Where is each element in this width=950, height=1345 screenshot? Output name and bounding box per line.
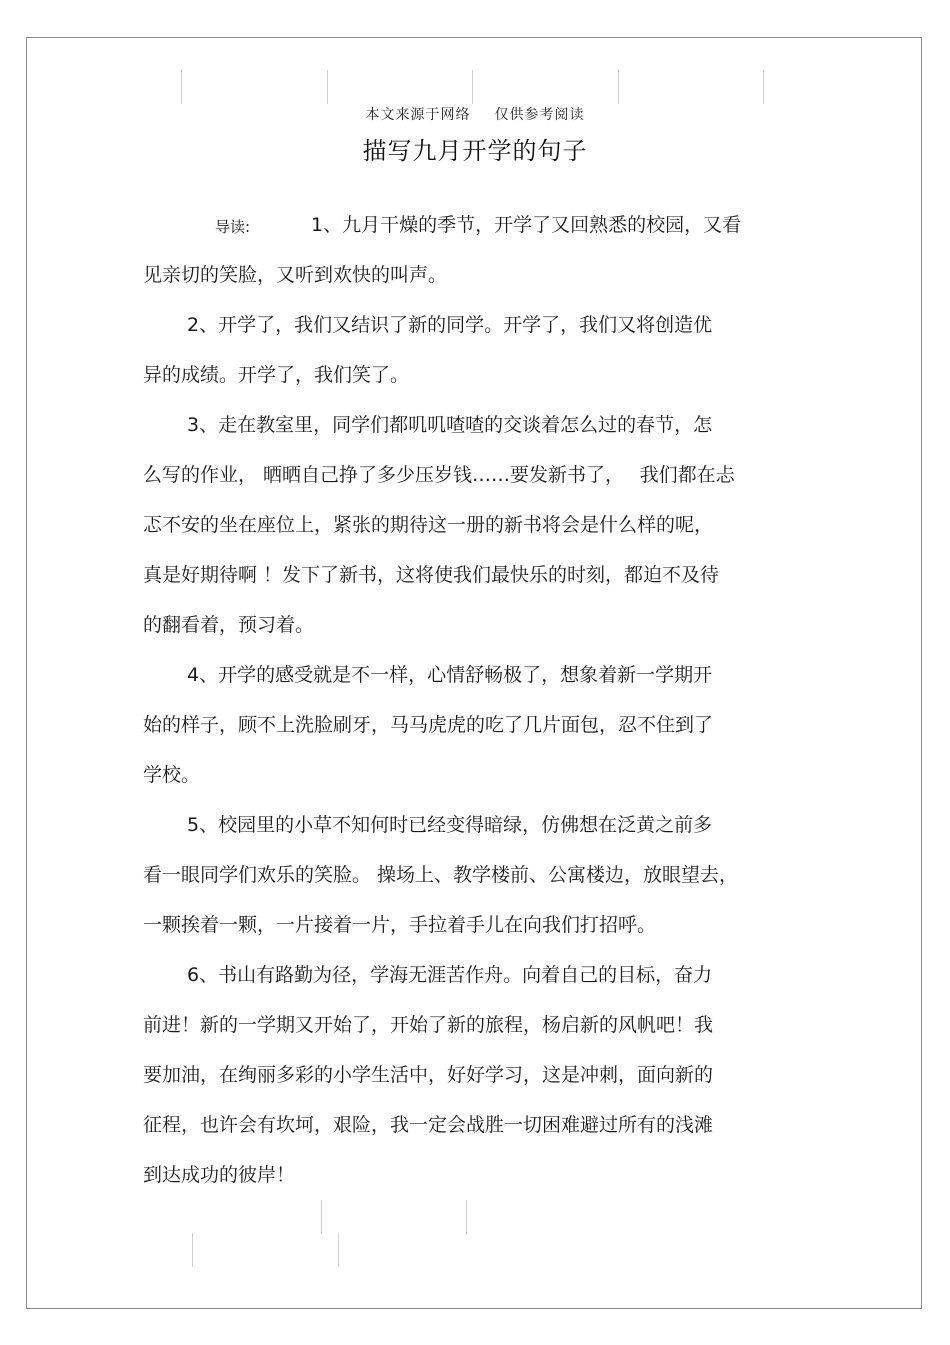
source-note-text: 本文来源于网络 — [365, 107, 471, 123]
paragraph-4-line: 4、开学的感受就是不一样，心情舒畅极了，想象着新一学期开 — [187, 664, 713, 686]
paragraph-3-line: 3、走在教室里，同学们都叽叽喳喳的交谈着怎么过的春节，怎 — [187, 414, 713, 436]
footer-divider — [338, 1233, 339, 1267]
paragraph-5-line: 5、校园里的小草不知何时已经变得暗绿，仿佛想在泛黄之前多 — [187, 814, 713, 836]
paragraph-6-line: 前进！新的一学期又开始了，开始了新的旅程，杨启新的风帆吧！我 — [143, 1014, 714, 1036]
paragraph-3-line: 的翻看着，预习着。 — [143, 614, 315, 636]
intro-label: 导读: — [215, 218, 251, 236]
header-divider — [472, 70, 473, 104]
paragraph-3-line: 么写的作业， 晒晒自己挣了多少压岁钱……要发新书了， 我们都在忐 — [143, 464, 735, 486]
footer-divider — [321, 1200, 322, 1234]
paragraph-6-line: 6、书山有路勤为径，学海无涯苦作舟。向着自己的目标，奋力 — [187, 964, 713, 986]
paragraph-4-line: 始的样子，顾不上洗脸刷牙，马马虎虎的吃了几片面包，忍不住到了 — [143, 714, 714, 736]
header-divider — [181, 70, 182, 104]
paragraph-1-line: 1、九月干燥的季节，开学了又回熟悉的校园，又看 — [311, 214, 742, 236]
paragraph-5-line: 看一眼同学们欢乐的笑脸。 操场上、教学楼前、公寓楼边，放眼望去， — [143, 864, 739, 886]
paragraph-6-line: 征程，也许会有坎坷，艰险，我一定会战胜一切困难避过所有的浅滩 — [143, 1114, 714, 1136]
paragraph-6-line: 要加油，在绚丽多彩的小学生活中，好好学习，这是冲刺，面向新的 — [143, 1064, 714, 1086]
header-divider — [327, 70, 328, 104]
footer-divider — [192, 1233, 193, 1267]
document-title: 描写九月开学的句子 — [362, 137, 588, 165]
paragraph-2-line: 2、开学了，我们又结识了新的同学。开学了，我们又将创造优 — [187, 314, 713, 336]
paragraph-3-line: 真是好期待啊 ！发下了新书，这将使我们最快乐的时刻，都迫不及待 — [143, 564, 720, 586]
header-divider — [763, 70, 764, 104]
reference-note-text: 仅供参考阅读 — [494, 107, 585, 123]
paragraph-5-line: 一颗挨着一颗，一片接着一片，手拉着手儿在向我们打招呼。 — [143, 914, 657, 936]
paragraph-4-line: 学校。 — [143, 764, 201, 786]
header-divider — [618, 70, 619, 104]
paragraph-2-line: 异的成绩。开学了，我们笑了。 — [143, 364, 410, 386]
paragraph-6-line: 到达成功的彼岸！ — [143, 1164, 296, 1186]
footer-divider — [466, 1200, 467, 1234]
paragraph-1-line: 见亲切的笑脸，又听到欢快的叫声。 — [143, 264, 448, 286]
source-note — [0, 104, 950, 124]
paragraph-3-line: 忑不安的坐在座位上，紧张的期待这一册的新书将会是什么样的呢， — [143, 514, 714, 536]
